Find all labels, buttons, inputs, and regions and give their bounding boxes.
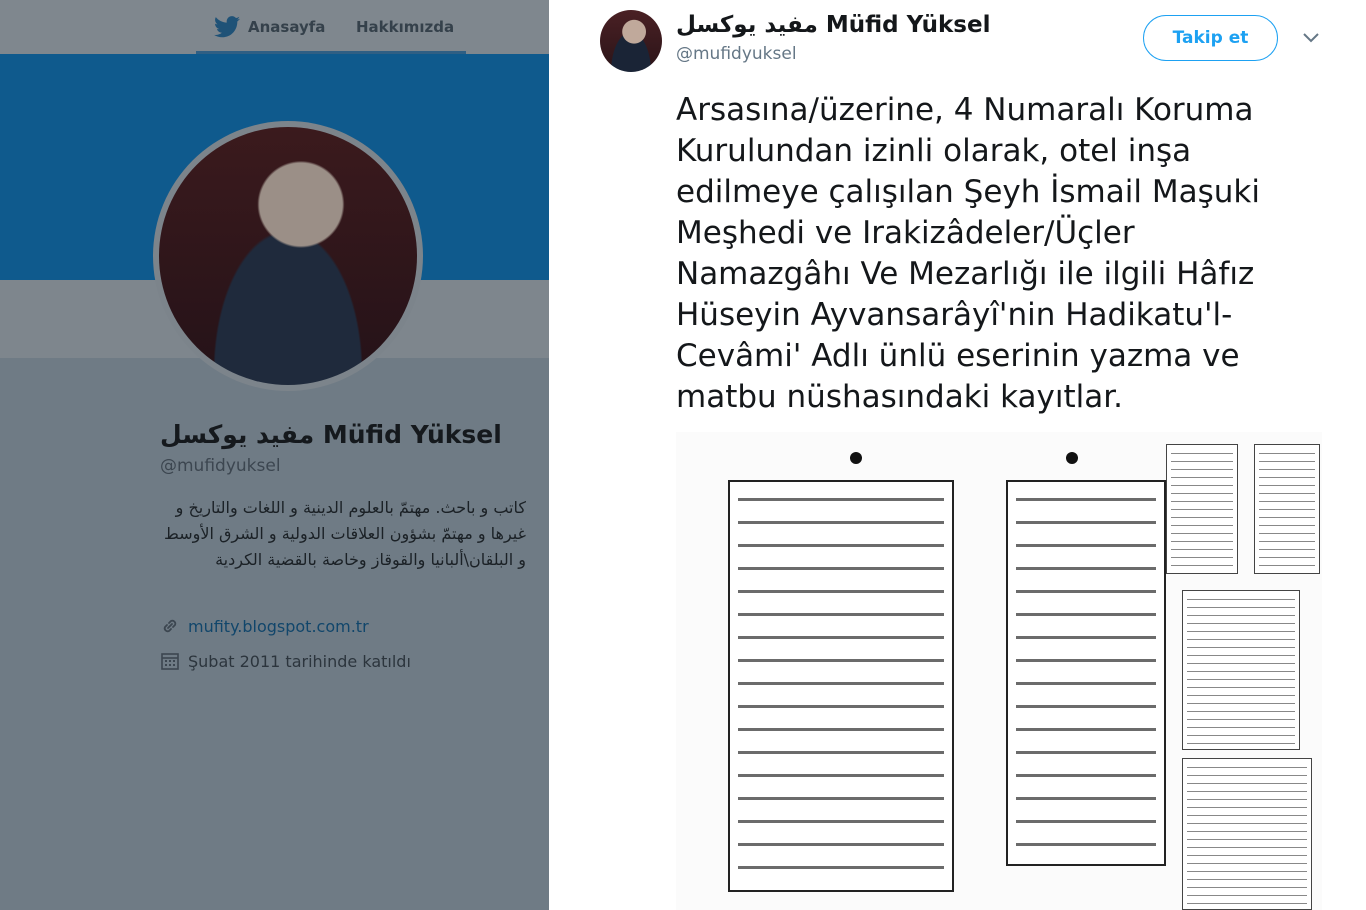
printed-page-2 [1254,444,1320,574]
twitter-bird-icon [214,16,240,38]
tab-about-label: Hakkımızda [356,18,455,36]
calendar-icon [160,651,180,671]
top-nav [0,0,549,54]
profile-name: مفيد يوكسل Müfid Yüksel [160,420,502,449]
manuscript-page-right [1006,480,1166,866]
printed-page-3 [1182,590,1300,750]
profile-handle: @mufidyuksel [160,456,281,476]
tweet-author-handle[interactable]: @mufidyuksel [676,44,797,64]
tab-about[interactable] [356,14,454,40]
profile-avatar[interactable] [153,121,423,391]
chevron-down-icon[interactable] [1302,32,1320,44]
follow-button[interactable]: Takip et [1143,15,1278,61]
tweet-author-name[interactable]: مفيد يوكسل Müfid Yüksel [676,12,991,38]
joined-text: Şubat 2011 tarihinde katıldı [188,651,411,671]
printed-page-1 [1166,444,1238,574]
link-icon [160,616,180,636]
profile-website[interactable] [160,616,369,636]
manuscript-page-left [728,480,954,892]
profile-joined [160,651,411,671]
tweet-media-image[interactable] [676,432,1322,910]
avatar-photo [159,127,417,385]
profile-panel [0,0,549,910]
tweet-panel [549,0,1366,910]
website-link[interactable]: mufity.blogspot.com.tr [188,616,369,636]
tweet-text: Arsasına/üzerine, 4 Numaralı Koruma Kurulundan izinli olarak, otel inşa edilmeye çalışılan Şeyh İsmail Maşuki Meşhedi ve Irakizâdeler/Üçler Namazgâhı Ve Mezarlığı ile ilgili Hâfız Hüseyin Ayvansarâyî'nin Hadikatu'l-Cevâmi' Adlı ünlü eserinin yazma ve matbu nüshasındaki kayıtlar. [676,92,1260,415]
profile-bio: كاتب و باحث. مهتمّ بالعلوم الدينية و اللغات والتاريخ و غيرها و مهتمّ بشؤون العلاقات الدولية و الشرق الأوسط و البلقان\ألبانيا والقوقاز وخاصة بالقضية الكردية [164,498,526,569]
tab-home-label: Anasayfa [248,18,326,36]
tweet-avatar[interactable] [600,10,662,72]
printed-page-4 [1182,758,1312,910]
tab-home[interactable] [214,14,325,40]
